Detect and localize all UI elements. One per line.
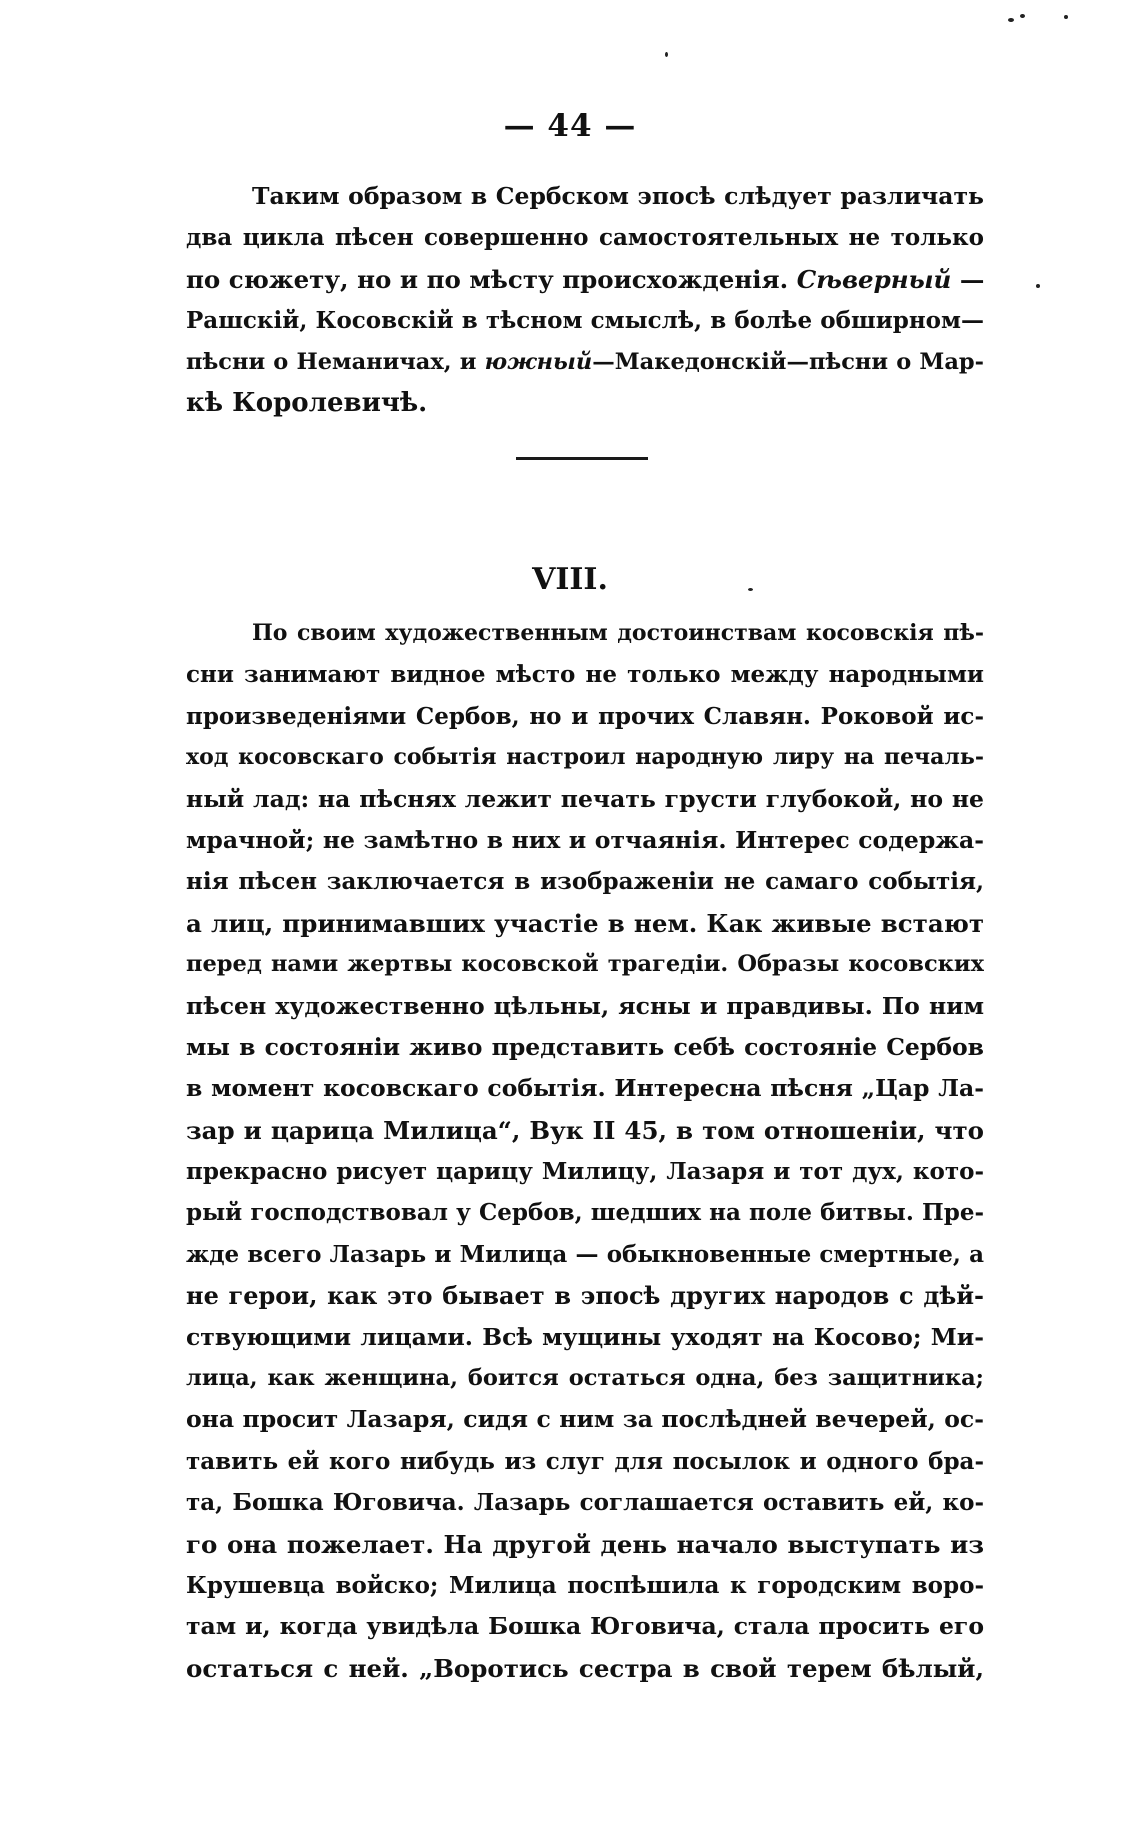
text-line: По своим художественным достоинствам косовскія пѣ- bbox=[252, 620, 984, 646]
scan-speck bbox=[1064, 15, 1068, 19]
paragraph-1 bbox=[186, 176, 984, 424]
paragraph-2 bbox=[186, 613, 984, 1689]
text-line: жде всего Лазарь и Милица — обыкновенные смертные, а bbox=[186, 1240, 984, 1268]
text-line: она просит Лазаря, сидя с ним за послѣдней вечерей, ос- bbox=[186, 1405, 984, 1434]
text-line: Рашскій, Косовскій в тѣсном смыслѣ, в болѣе обширном— bbox=[186, 307, 984, 335]
section-title: VIII. bbox=[532, 562, 608, 597]
text-line bbox=[186, 342, 984, 383]
text-line: Крушевца войско; Милица поспѣшила к городским воро- bbox=[186, 1571, 984, 1599]
text-line: там и, когда увидѣла Бошка Юговича, стала просить его bbox=[186, 1612, 984, 1641]
text-line: кѣ Королевичѣ. bbox=[186, 387, 428, 418]
text-line: нія пѣсен заключается в изображеніи не самаго событія, bbox=[186, 868, 984, 896]
text-line: зар и царица Милица“, Вук II 45, в том отношеніи, что bbox=[186, 1115, 984, 1145]
text-line: пѣсен художественно цѣльны, ясны и правдивы. По ним bbox=[186, 991, 984, 1020]
text-line: го она пожелает. На другой день начало выступать из bbox=[186, 1529, 984, 1559]
text-line: остаться с ней. „Воротись сестра в свой терем бѣлый, bbox=[186, 1653, 984, 1683]
text-line: произведеніями Сербов, но и прочих Славян. Роковой ис- bbox=[186, 702, 984, 730]
text-line: та, Бошка Юговича. Лазарь соглашается оставить ей, ко- bbox=[186, 1489, 984, 1517]
text-run: пѣсни о Неманичах, и bbox=[186, 348, 477, 375]
scan-speck bbox=[1036, 284, 1040, 288]
scan-speck bbox=[1008, 18, 1014, 22]
text-line: лица, как женщина, боится остаться одна, без защитника; bbox=[186, 1365, 984, 1392]
text-line: ный лад: на пѣснях лежит печать грусти глубокой, но не bbox=[186, 784, 984, 813]
text-line: перед нами жертвы косовской трагедіи. Образы косовских bbox=[186, 951, 984, 978]
italic-term: южный bbox=[484, 348, 593, 375]
text-line: мы в состояніи живо представить себѣ состояніе Сербов bbox=[186, 1032, 984, 1061]
text-line: тавить ей кого нибудь из слуг для посылок и одного бра- bbox=[186, 1447, 984, 1475]
text-line: ход косовскаго событія настроил народную лиру на печаль- bbox=[186, 744, 984, 771]
text-line: Таким образом в Сербском эпосѣ слѣдует различать bbox=[252, 182, 984, 210]
scan-speck bbox=[1020, 14, 1025, 18]
text-line: а лиц, принимавших участіе в нем. Как живые встают bbox=[186, 908, 984, 938]
page-number: — 44 — bbox=[503, 108, 637, 144]
italic-term: Сѣверный bbox=[796, 264, 952, 294]
text-line: прекрасно рисует царицу Милицу, Лазаря и тот дух, кото- bbox=[186, 1158, 984, 1186]
text-run: —Македонскій—пѣсни о Мар- bbox=[592, 348, 984, 375]
text-run: — bbox=[959, 264, 984, 294]
section-divider bbox=[516, 457, 648, 460]
text-line: мрачной; не замѣтно в них и отчаянія. Интерес содержа- bbox=[186, 825, 984, 854]
text-line: два цикла пѣсен совершенно самостоятельных не только bbox=[186, 224, 984, 252]
text-line bbox=[186, 259, 984, 300]
text-line: рый господствовал у Сербов, шедших на поле битвы. Пре- bbox=[186, 1199, 984, 1227]
text-line: не герои, как это бывает в эпосѣ других народов с дѣй- bbox=[186, 1281, 984, 1311]
text-line: в момент косовскаго событія. Интересна пѣсня „Цар Ла- bbox=[186, 1074, 984, 1103]
text-line: сни занимают видное мѣсто не только между народными bbox=[186, 661, 984, 689]
text-line: ствующими лицами. Всѣ мущины уходят на Косово; Ми- bbox=[186, 1322, 984, 1351]
scan-speck bbox=[665, 52, 668, 57]
text-run: по сюжету, но и по мѣсту происхожденія. bbox=[186, 264, 789, 294]
